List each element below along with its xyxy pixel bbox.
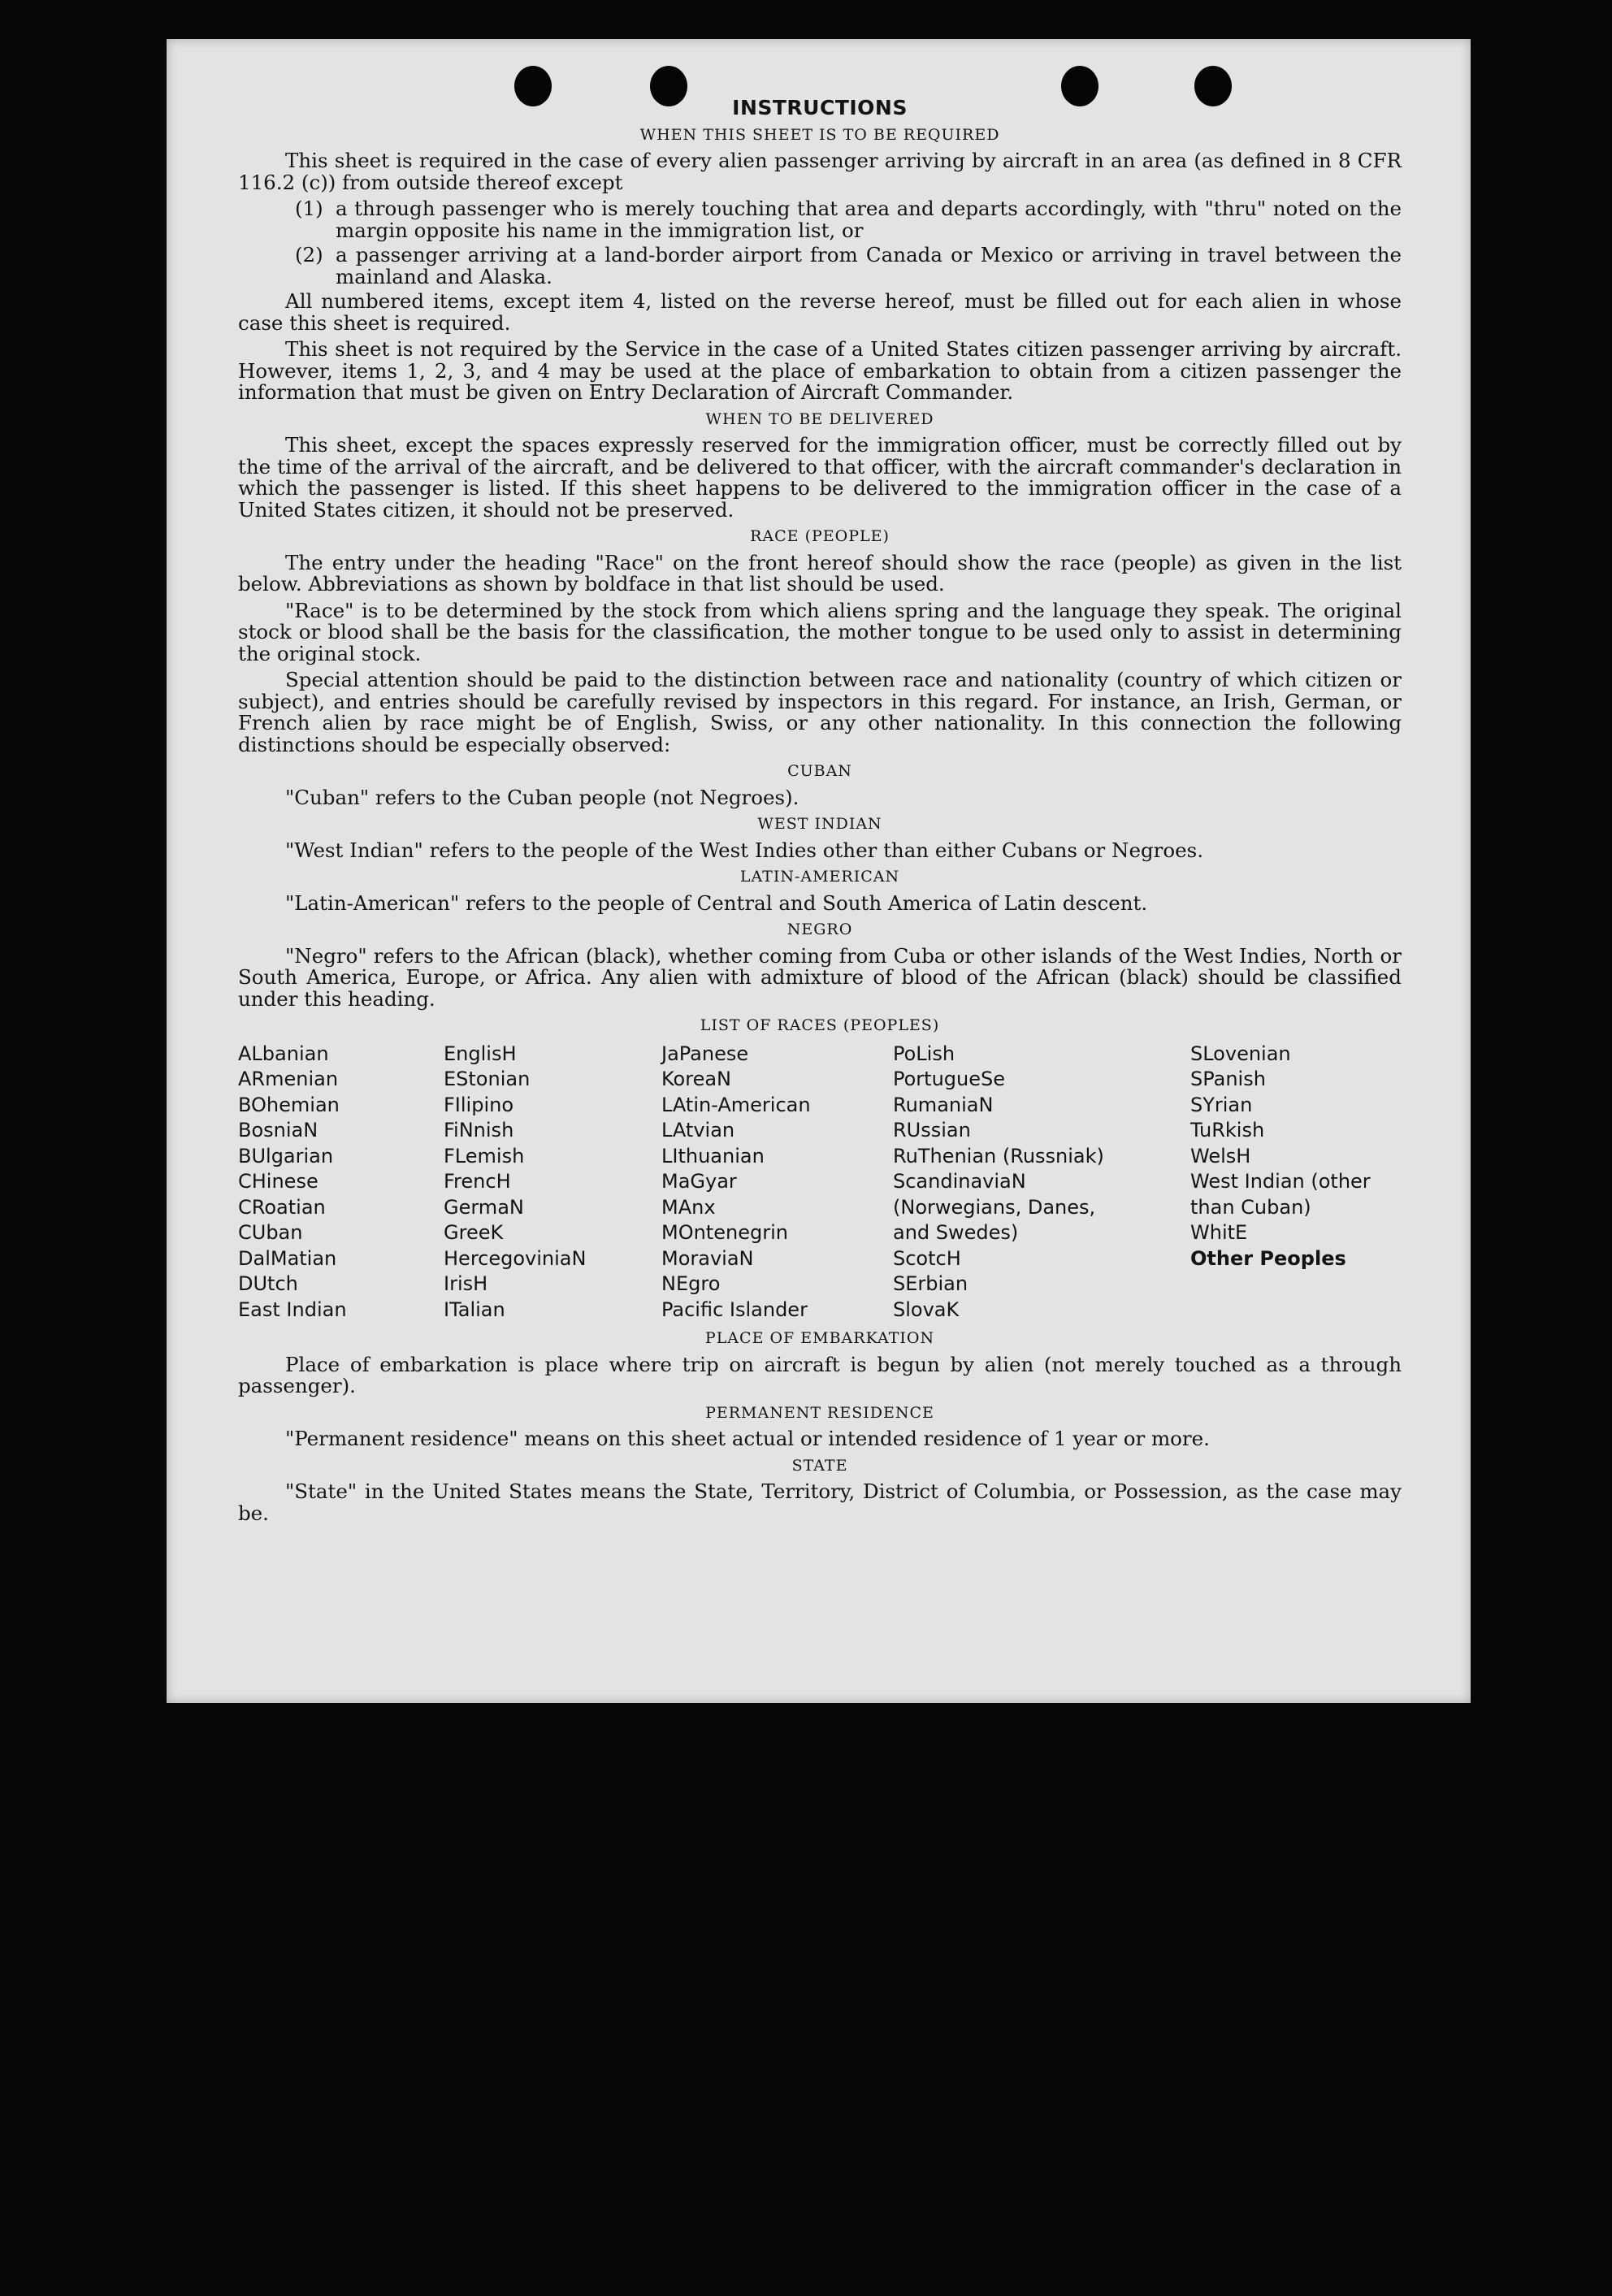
page-title: INSTRUCTIONS xyxy=(732,96,908,119)
intro-paragraph: This sheet is required in the case of every alien passenger arriving by aircraft in an area (as defined in 8 CFR 116.2 (c)) from outside thereof except xyxy=(238,149,1402,194)
heading-embarkation: PLACE OF EMBARKATION xyxy=(704,1329,935,1347)
race-entry: MaGyar xyxy=(661,1170,737,1193)
race-entry: HercegoviniaN xyxy=(444,1246,587,1270)
race-entry: ARmenian xyxy=(238,1068,339,1090)
race-entry: JaPanese xyxy=(661,1042,749,1065)
races-column xyxy=(1190,1042,1402,1323)
race-entry: MAnx xyxy=(661,1195,716,1219)
state-paragraph: "State" in the United States means the State, Territory, District of Columbia, or Possession, as the case may be. xyxy=(238,1479,1402,1525)
race-paragraph-2: "Race" is to be determined by the stock from which aliens spring and the language they speak. The original stock or blood shall be the basis for the classification, the mother tongue to be used only to assist in determining the original stock. xyxy=(238,598,1402,665)
heading-state: STATE xyxy=(791,1456,848,1475)
race-entry: Other Peoples xyxy=(1190,1246,1346,1270)
race-entry: SErbian xyxy=(893,1272,968,1295)
heading-race: RACE (PEOPLE) xyxy=(750,527,890,545)
race-entry: FLemish xyxy=(444,1144,525,1167)
cuban-paragraph: "Cuban" refers to the Cuban people (not Negroes). xyxy=(285,785,800,809)
race-entry: WhitE xyxy=(1190,1221,1248,1244)
race-entry: EStonian xyxy=(444,1068,531,1090)
race-entry: MOntenegrin xyxy=(661,1221,788,1244)
race-entry: TuRkish xyxy=(1190,1119,1265,1142)
item-text: a passenger arriving at a land-border airport from Canada or Mexico or arriving in travel between the mainland and Alaska. xyxy=(336,243,1402,288)
race-entry: BUlgarian xyxy=(238,1144,334,1167)
race-entry: BOhemian xyxy=(238,1093,340,1116)
heading-residence: PERMANENT RESIDENCE xyxy=(705,1403,934,1422)
heading-when-delivered: WHEN TO BE DELIVERED xyxy=(705,409,934,428)
race-entry: FrencH xyxy=(444,1170,511,1193)
item-number: (1) xyxy=(295,197,323,220)
negro-paragraph: "Negro" refers to the African (black), whether coming from Cuba or other islands of the West Indies, North or South America, Europe, or Africa. Any alien with admixture of blood of the African (black) should be classified under this heading. xyxy=(238,943,1402,1011)
latin-american-paragraph: "Latin-American" refers to the people of Central and South America of Latin descent. xyxy=(285,890,1148,915)
race-entry: DUtch xyxy=(238,1272,298,1295)
west-indian-paragraph: "West Indian" refers to the people of the West Indies other than either Cubans or Negroes. xyxy=(285,838,1203,862)
race-entry: MoraviaN xyxy=(661,1246,754,1270)
race-entry: RumaniaN xyxy=(893,1093,994,1116)
race-entry: LIthuanian xyxy=(661,1144,765,1167)
race-entry: SPanish xyxy=(1190,1068,1266,1090)
heading-negro: NEGRO xyxy=(786,921,853,938)
race-entry: EnglisH xyxy=(444,1042,517,1065)
item-text: a through passenger who is merely touching that area and departs accordingly, with "thru" noted on the margin opposite his name in the immigration list, or xyxy=(336,197,1402,242)
numbered-items-paragraph: All numbered items, except item 4, listed on the reverse hereof, must be filled out for each alien in whose case this sheet is required. xyxy=(238,289,1402,335)
race-entry: KoreaN xyxy=(661,1068,731,1090)
race-entry: WelsH xyxy=(1190,1144,1251,1167)
race-entry: CUban xyxy=(238,1221,303,1244)
race-entry: PortugueSe xyxy=(893,1068,1005,1090)
races-column xyxy=(661,1042,893,1323)
delivery-paragraph: This sheet, except the spaces expressly reserved for the immigration officer, must be correctly filled out by the time of the arrival of the aircraft, and be delivered to that officer, with the aircraft commander's declaration in which the passenger is listed. If this sheet happens to be delivered to the immigration officer in the case of a United States citizen, it should not be preserved. xyxy=(238,433,1402,522)
race-entry: PoLish xyxy=(893,1042,956,1065)
race-entry: ScotcH xyxy=(893,1246,961,1270)
race-entry: GreeK xyxy=(444,1221,504,1244)
heading-cuban: CUBAN xyxy=(787,762,852,780)
item-number: (2) xyxy=(295,243,323,266)
race-entry: East Indian xyxy=(238,1297,347,1321)
embarkation-paragraph: Place of embarkation is place where trip on aircraft is begun by alien (not merely touched as a through passenger). xyxy=(238,1352,1402,1397)
race-entry: West Indian (other than Cuban) xyxy=(1190,1170,1371,1219)
instructions-body xyxy=(238,97,1402,1529)
race-entry: ITalian xyxy=(444,1297,505,1321)
heading-when-required: WHEN THIS SHEET IS TO BE REQUIRED xyxy=(639,125,1000,144)
heading-latin-american: LATIN-AMERICAN xyxy=(739,868,900,886)
race-entry: FIlipino xyxy=(444,1093,514,1116)
race-entry: BosniaN xyxy=(238,1119,318,1142)
race-entry: LAtvian xyxy=(661,1119,735,1142)
race-entry: GermaN xyxy=(444,1195,524,1219)
race-entry: DalMatian xyxy=(238,1246,337,1270)
race-entry: IrisH xyxy=(444,1272,488,1295)
race-entry: SlovaK xyxy=(893,1297,960,1321)
race-entry: SLovenian xyxy=(1190,1042,1291,1065)
race-paragraph-3: Special attention should be paid to the distinction between race and nationality (country of which citizen or subject), and entries should be carefully revised by inspectors in this regard. For instance, an Irish, German, or French alien by race might be of English, Swiss, or any other nationality. In this connection the following distinctions should be especially observed: xyxy=(238,668,1402,756)
residence-paragraph: "Permanent residence" means on this sheet actual or intended residence of 1 year or more. xyxy=(285,1427,1210,1450)
races-column xyxy=(238,1042,444,1323)
race-entry: SYrian xyxy=(1190,1093,1253,1116)
heading-list-of-races: LIST OF RACES (PEOPLES) xyxy=(700,1016,940,1034)
races-column xyxy=(444,1042,661,1323)
races-column xyxy=(893,1042,1190,1323)
heading-west-indian: WEST INDIAN xyxy=(757,815,882,833)
race-entry: ALbanian xyxy=(238,1042,329,1065)
exception-item-1 xyxy=(238,198,1402,241)
race-entry: RUssian xyxy=(893,1119,971,1142)
citizen-paragraph: This sheet is not required by the Service in the case of a United States citizen passenger arriving by aircraft. However, items 1, 2, 3, and 4 may be used at the place of embarkation to obtain from a citizen passenger the information that must be given on Entry Declaration of Aircraft Commander. xyxy=(238,337,1402,404)
document-page xyxy=(167,39,1471,1703)
race-entry: CRoatian xyxy=(238,1195,326,1219)
race-entry: Pacific Islander xyxy=(661,1297,808,1321)
race-entry: CHinese xyxy=(238,1170,318,1193)
race-entry: RuThenian (Russniak) xyxy=(893,1144,1104,1167)
race-entry: ScandinaviaN (Norwegians, Danes, and Swedes) xyxy=(893,1170,1096,1244)
exception-item-2 xyxy=(238,245,1402,288)
race-paragraph-1: The entry under the heading "Race" on the front hereof should show the race (people) as given in the list below. Abbreviations as shown by boldface in that list should be used. xyxy=(238,550,1402,596)
race-entry: LAtin-American xyxy=(661,1093,811,1116)
race-entry: FiNnish xyxy=(444,1119,514,1142)
races-list xyxy=(238,1042,1402,1323)
race-entry: NEgro xyxy=(661,1272,721,1295)
